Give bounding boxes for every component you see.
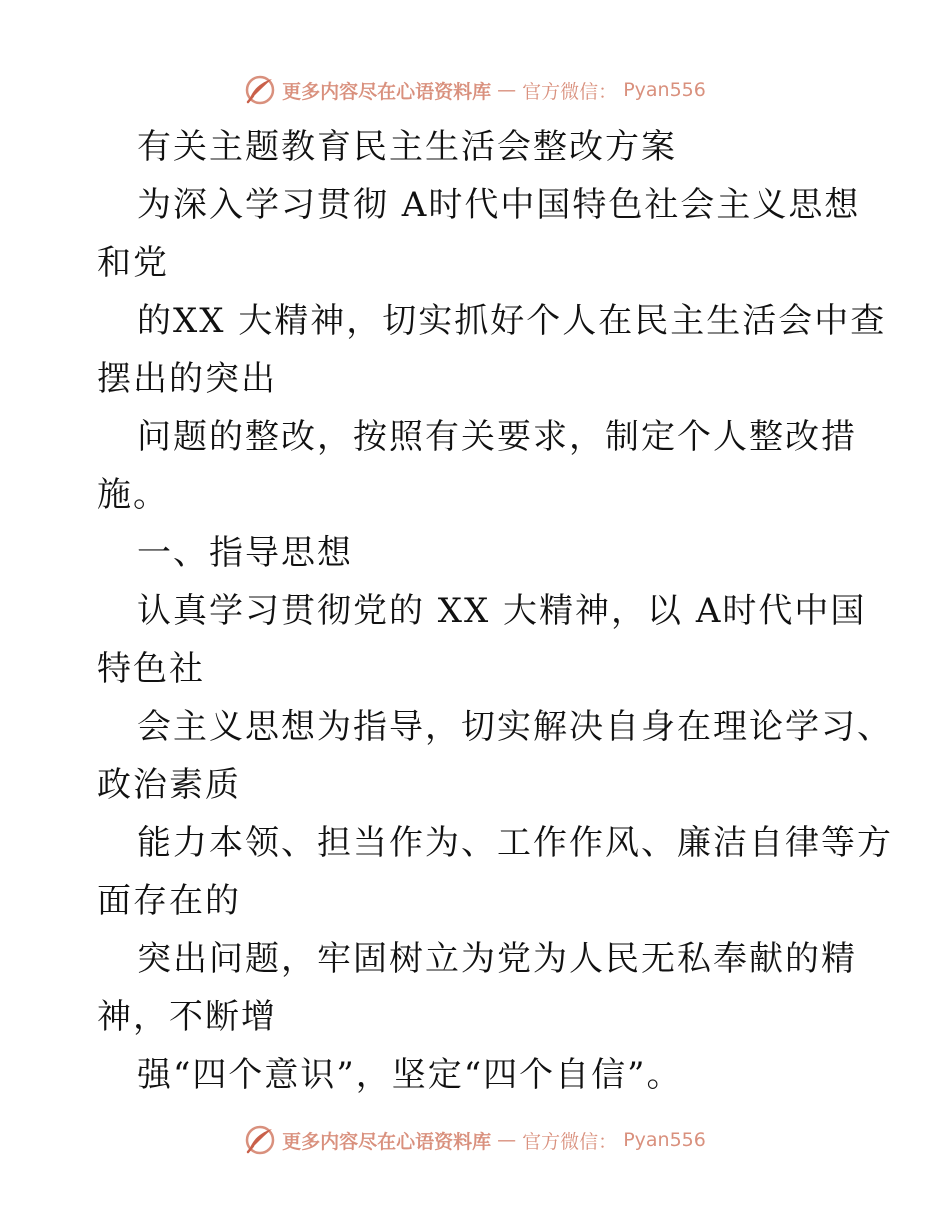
document-body (97, 118, 893, 1104)
text-line: 神，不断增 (97, 997, 277, 1037)
watermark-separator: — (497, 1129, 517, 1151)
text-line: 问题的整改，按照有关要求，制定个人整改措 (137, 417, 857, 457)
text-line: 突出问题，牢固树立为党为人民无私奉献的精 (137, 939, 857, 979)
text-line: 有关主题教育民主生活会整改方案 (137, 127, 677, 167)
quill-logo-icon (244, 74, 276, 106)
text-line: 一、指导思想 (137, 533, 353, 573)
text-line: 摆出的突出 (97, 359, 277, 399)
watermark-brand-text: 更多内容尽在心语资料库 (282, 1130, 492, 1153)
text-line: 施。 (97, 475, 169, 515)
watermark-brand-text: 更多内容尽在心语资料库 (282, 80, 492, 103)
text-line: 的XX 大精神，切实抓好个人在民主生活会中查 (137, 301, 887, 341)
text-line: 和党 (97, 243, 169, 283)
page-footer-watermark (0, 1120, 950, 1160)
watermark-wechat-label: 官方微信： (522, 1130, 618, 1153)
text-line: 政治素质 (97, 765, 241, 805)
text-line: 能力本领、担当作为、工作作风、廉洁自律等方 (137, 823, 893, 863)
text-line: 会主义思想为指导，切实解决自身在理论学习、 (137, 707, 893, 747)
text-line: 特色社 (97, 649, 205, 689)
watermark-separator: — (497, 79, 517, 101)
text-line: 面存在的 (97, 881, 241, 921)
text-line: 为深入学习贯彻 A时代中国特色社会主义思想 (137, 185, 861, 225)
watermark-wechat-id: Pyan556 (623, 1129, 706, 1151)
quill-logo-icon (244, 1124, 276, 1156)
watermark-wechat-id: Pyan556 (623, 79, 706, 101)
watermark-wechat-label: 官方微信： (522, 80, 618, 103)
text-line: 认真学习贯彻党的 XX 大精神，以 A时代中国 (137, 591, 867, 631)
text-line: 强“四个意识”，坚定“四个自信”。 (137, 1055, 683, 1095)
watermark-brand (244, 1124, 706, 1156)
page-header-watermark (0, 70, 950, 110)
watermark-brand (244, 74, 706, 106)
